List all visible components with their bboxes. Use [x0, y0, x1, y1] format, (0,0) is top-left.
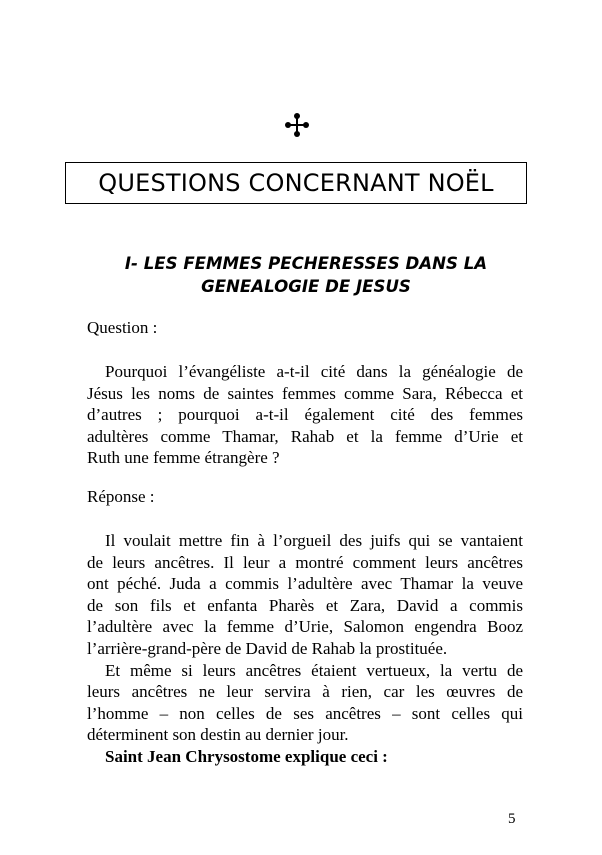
page-number: 5	[508, 811, 516, 827]
answer-line: Et même si leurs ancêtres étaient vertueux, la vertu de	[105, 660, 523, 680]
ornament-dot-bottom	[294, 131, 300, 137]
question-line: adultères comme Thamar, Rahab et la femme d’Urie et	[87, 426, 523, 446]
answer-label: Réponse :	[87, 487, 155, 506]
answer-paragraph	[87, 530, 523, 768]
answer-line: déterminent son destin au dernier jour.	[87, 725, 349, 745]
question-line: d’autres ; pourquoi a-t-il également cité des femmes	[87, 405, 523, 425]
section-heading-line-1: I- LES FEMMES PECHERESSES DANS LA	[124, 254, 488, 273]
ornament-dot-top	[294, 113, 300, 119]
question-line: Ruth une femme étrangère ?	[87, 448, 280, 468]
chapter-title-box	[65, 162, 527, 204]
answer-label-block	[87, 486, 523, 508]
question-label: Question :	[87, 318, 158, 337]
answer-line: leurs ancêtres ne leur servira à rien, car les œuvres de	[87, 682, 523, 702]
question-label-block	[87, 317, 523, 339]
answer-line: l’adultère avec la femme d’Urie, Salomon engendra Booz	[87, 617, 523, 637]
closing-line: Saint Jean Chrysostome explique ceci :	[105, 746, 388, 766]
answer-line: de leurs ancêtres. Il leur a montré comment leurs ancêtres	[87, 552, 523, 572]
ornament-dot-right	[303, 122, 309, 128]
ornament-dot-left	[285, 122, 291, 128]
chapter-title: QUESTIONS CONCERNANT NOËL	[98, 169, 494, 197]
answer-line: l’homme – non celles de ses ancêtres – sont celles qui	[87, 703, 523, 723]
question-line: Jésus les noms de saintes femmes comme Sara, Rébecca et	[87, 383, 523, 403]
question-line: Pourquoi l’évangéliste a-t-il cité dans la généalogie de	[105, 362, 523, 381]
answer-line: ont péché. Juda a commis l’adultère avec Thamar la veuve	[87, 574, 523, 594]
section-heading	[80, 252, 532, 298]
four-dot-cross-icon	[285, 113, 309, 137]
question-paragraph	[87, 361, 523, 469]
answer-line: de son fils et enfanta Pharès et Zara, David a commis	[87, 595, 523, 615]
answer-line: l’arrière-grand-père de David de Rahab la prostituée.	[87, 638, 448, 658]
section-heading-line-2: GENEALOGIE DE JESUS	[201, 277, 411, 296]
answer-line: Il voulait mettre fin à l’orgueil des juifs qui se vantaient	[105, 531, 523, 550]
